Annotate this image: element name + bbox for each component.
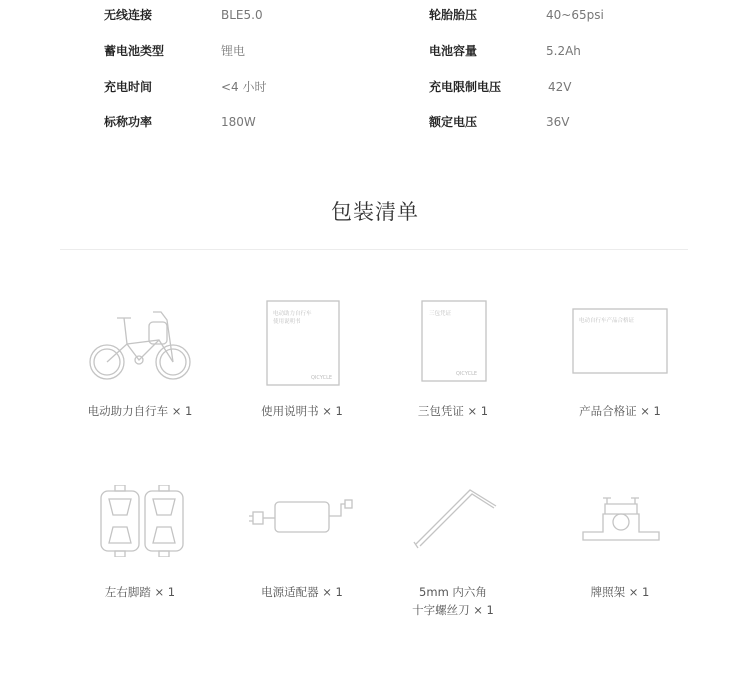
spec-row bbox=[0, 41, 750, 61]
spec-value: 180W bbox=[221, 115, 256, 129]
package-list-title: 包装清单 bbox=[331, 200, 419, 224]
spec-value: 5.2Ah bbox=[546, 44, 581, 58]
spec-label: 电池容量 bbox=[429, 44, 478, 58]
item-caption: 左右脚踏 × 1 bbox=[104, 585, 176, 599]
divider bbox=[60, 249, 688, 250]
item-caption: 三包凭证 × 1 bbox=[417, 404, 489, 418]
certificate-title: 电动自行车产品合格证 bbox=[579, 318, 635, 324]
package-item-manual bbox=[227, 295, 377, 425]
license-plate-bracket-icon bbox=[581, 494, 661, 546]
brand-mark: QICYCLE bbox=[456, 371, 478, 377]
item-caption: 使用说明书 × 1 bbox=[261, 404, 343, 418]
package-item-plate-bracket bbox=[545, 480, 695, 620]
spec-value: BLE5.0 bbox=[221, 8, 263, 22]
brand-mark: QICYCLE bbox=[311, 375, 333, 381]
manual-booklet-icon bbox=[265, 299, 341, 387]
spec-row bbox=[0, 77, 750, 97]
power-adapter-icon bbox=[245, 494, 357, 544]
spec-label: 额定电压 bbox=[429, 115, 478, 129]
package-item-hex-key bbox=[378, 480, 528, 640]
pedals-icon bbox=[97, 485, 187, 557]
spec-value: 40~65psi bbox=[546, 8, 604, 22]
spec-label: 无线连接 bbox=[104, 8, 153, 22]
package-item-warranty bbox=[378, 295, 528, 425]
spec-row bbox=[0, 112, 750, 132]
spec-label: 充电时间 bbox=[104, 80, 153, 94]
item-caption: 电源适配器 × 1 bbox=[261, 585, 343, 599]
warranty-title: 三包凭证 bbox=[429, 311, 452, 317]
hex-key-icon bbox=[410, 484, 498, 550]
spec-label: 轮胎胎压 bbox=[429, 8, 478, 22]
item-caption: 电动助力自行车 × 1 bbox=[87, 404, 193, 418]
spec-value: 36V bbox=[546, 115, 570, 129]
spec-row bbox=[0, 5, 750, 25]
package-item-bicycle bbox=[65, 295, 215, 425]
item-caption: 十字螺丝刀 × 1 bbox=[412, 603, 494, 617]
certificate-icon bbox=[571, 307, 669, 375]
spec-value: 锂电 bbox=[221, 44, 246, 58]
spec-label: 蓄电池类型 bbox=[104, 44, 165, 58]
package-item-certificate bbox=[545, 295, 695, 425]
warranty-card-icon bbox=[420, 299, 488, 383]
package-item-pedals bbox=[65, 480, 215, 620]
spec-value: 42V bbox=[548, 80, 572, 94]
item-caption: 产品合格证 × 1 bbox=[579, 404, 661, 418]
manual-title-line: 电动助力自行车 bbox=[273, 311, 312, 317]
spec-label: 标称功率 bbox=[104, 115, 153, 129]
manual-title-line: 使用说明书 bbox=[273, 319, 301, 325]
item-caption: 牌照架 × 1 bbox=[590, 585, 650, 599]
spec-value: <4 小时 bbox=[221, 80, 267, 94]
package-item-adapter bbox=[227, 480, 377, 620]
bicycle-icon bbox=[87, 300, 193, 385]
spec-label: 充电限制电压 bbox=[429, 80, 502, 94]
item-caption: 5mm 内六角 bbox=[419, 585, 487, 599]
